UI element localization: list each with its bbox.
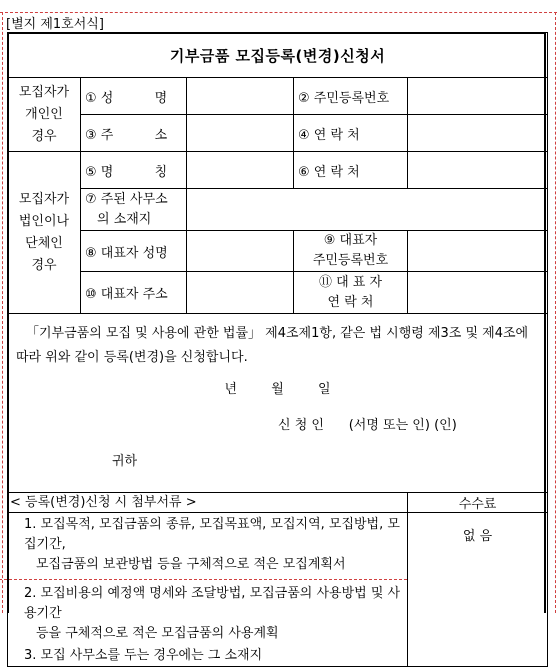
application-statement-block [8, 314, 548, 493]
corporate-section-label: 모집자가 법인이나 단체인 경우 [8, 152, 81, 314]
contact-field[interactable] [408, 115, 548, 152]
attachment-item-1: 1. 모집목적, 모집금품의 종류, 모집목표액, 모집지역, 모집방법, 모집기간, 모집금품의 보관방법 등을 구체적으로 적은 모집계획서 [24, 517, 400, 572]
rrn-field[interactable] [408, 78, 548, 115]
fee-header: 수수료 [408, 493, 548, 513]
office-address-label: ⑦ 주된 사무소 의 소재지 [81, 189, 187, 231]
rep-name-label: ⑧ 대표자 성명 [81, 231, 187, 272]
address-label: ③ 주 소 [81, 115, 187, 152]
rep-address-field[interactable] [187, 272, 294, 314]
addressee-label: 귀하 [112, 454, 138, 469]
attachment-item-2: 2. 모집비용의 예정액 명세와 조달방법, 모집금품의 사용방법 및 사용기간 등을 구체적으로 적은 모집금품의 사용계획 [24, 586, 401, 641]
org-contact-label: ⑥ 연 락 처 [294, 152, 408, 189]
rep-contact-label: ⑪ 대 표 자 연 락 처 [294, 272, 408, 314]
rep-contact-field[interactable] [408, 272, 548, 314]
form-title: 기부금품 모집등록(변경)신청서 [8, 33, 548, 78]
rep-rrn-field[interactable] [408, 231, 548, 272]
rep-rrn-label: ⑨ 대표자 주민등록번호 [294, 231, 408, 272]
date-line [16, 378, 539, 402]
org-name-label: ⑤ 명 칭 [81, 152, 187, 189]
fee-value: 없 음 [408, 513, 548, 667]
org-name-field[interactable] [187, 152, 294, 189]
contact-label: ④ 연 락 처 [294, 115, 408, 152]
org-contact-field[interactable] [408, 152, 548, 189]
name-field[interactable] [187, 78, 294, 115]
month-label: 월 [271, 382, 284, 397]
statement-text: 「기부금품의 모집 및 사용에 관한 법률」 제4조제1항, 같은 법 시행령 제3조 및 제4조에 따라 위와 같이 등록(변경)을 신청합니다. [16, 326, 529, 365]
address-field[interactable] [187, 115, 294, 152]
year-label: 년 [224, 382, 238, 397]
name-label: ① 성 명 [81, 78, 187, 115]
page-break-line-left [2, 12, 3, 613]
attachments-header: < 등록(변경)신청 시 첨부서류 > [8, 493, 408, 513]
applicant-signature-line: 신 청 인 (서명 또는 인) (인) [278, 418, 457, 433]
office-address-field[interactable] [187, 189, 548, 231]
rrn-label: ② 주민등록번호 [294, 78, 408, 115]
form-number-label: [별지 제1호서식] [6, 17, 104, 32]
rep-name-field[interactable] [187, 231, 294, 272]
attachment-item-3: 3. 모집 사무소를 두는 경우에는 그 소재지 [24, 648, 263, 663]
application-form-table [7, 32, 548, 667]
individual-section-label: 모집자가 개인인 경우 [8, 78, 81, 152]
page-break-line-mid [0, 579, 407, 580]
rep-address-label: ⑩ 대표자 주소 [81, 272, 187, 314]
page-break-line-right [555, 12, 556, 613]
day-label: 일 [317, 382, 331, 397]
attachments-list [8, 513, 408, 667]
